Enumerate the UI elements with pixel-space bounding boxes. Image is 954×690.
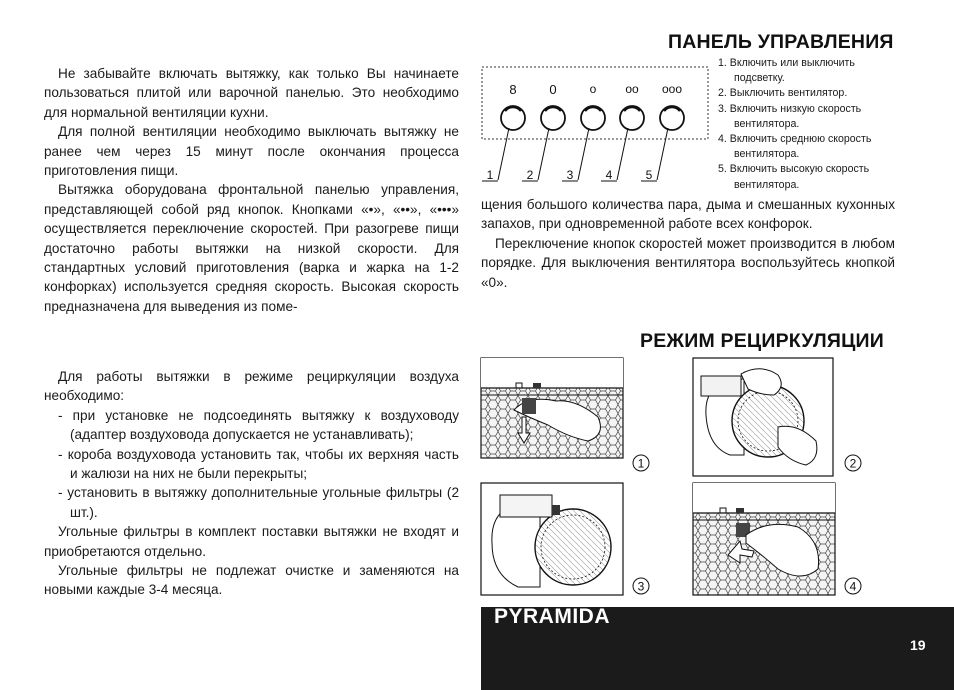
figure-number: 1: [637, 456, 645, 471]
legend-item: 2. Выключить вентилятор.: [718, 87, 848, 100]
list-item: - короба воздуховода установить так, чтобы их верхняя часть и жалюзи на них не были перекрыты;: [58, 446, 459, 482]
recirculation-text: [44, 367, 459, 600]
brand-logo: PYRAMIDA: [494, 605, 611, 628]
legend-item: 4. Включить среднюю скорость вентилятора.: [718, 133, 872, 161]
control-panel-text-continued: [481, 195, 895, 292]
paragraph: Для работы вытяжки в режиме рециркуляции воздуха необходимо:: [44, 369, 459, 404]
legend-item: 3. Включить низкую скорость вентилятора.: [718, 102, 862, 130]
illustration-step-4: [693, 483, 861, 595]
illustration-step-3: [481, 483, 649, 595]
button-number: 4: [605, 168, 613, 182]
illustration-step-2: [693, 358, 861, 476]
paragraph: Не забывайте включать вытяжку, как только Вы начинаете пользоваться плитой или варочной панелью. Это необходимо для нормальной вентиляции кухни.: [44, 66, 459, 120]
knob-2: [541, 106, 565, 130]
paragraph: Угольные фильтры не подлежат очистке и заменяются на новыми каждые 3-4 месяца.: [44, 563, 459, 598]
control-panel-diagram: [478, 62, 714, 186]
paragraph: Для полной вентиляции необходимо выключать вытяжку не ранее чем через 15 минут после окончания процесса приготовления пищи.: [44, 124, 459, 179]
knob-1: [501, 106, 525, 130]
paragraph: Переключение кнопок скоростей может производится в любом порядке. Для выключения вентилятора воспользуйтесь кнопкой «0».: [481, 235, 895, 290]
button-symbol: o: [589, 82, 597, 96]
list-item: - при установке не подсоединять вытяжку к воздуховоду (адаптер воздуховода допускается не устанавливать);: [58, 407, 460, 443]
button-number: 3: [566, 168, 574, 182]
recirculation-heading: РЕЖИМ РЕЦИРКУЛЯЦИИ: [640, 330, 884, 352]
knob-4: [620, 106, 644, 130]
button-number: 1: [486, 168, 494, 182]
illustrations: [478, 355, 878, 600]
legend-item: 1. Включить или выключить подсветку.: [718, 57, 855, 85]
requirements-list: [44, 406, 459, 522]
button-legend: [718, 56, 903, 193]
button-symbol: 8: [509, 82, 517, 97]
legend-item: 5. Включить высокую скорость вентилятора.: [718, 163, 870, 191]
knob-5: [660, 106, 684, 130]
figure-number: 2: [849, 456, 857, 471]
list-item: - установить в вытяжку дополнительные угольные фильтры (2 шт.).: [58, 485, 460, 520]
paragraph: щения большого количества пара, дыма и смешанных кухонных запахов, при одновременной работе всех конфорок.: [481, 197, 895, 232]
paragraph: Вытяжка оборудована фронтальной панелью управления, представляющей собой ряд кнопок. Кнопками «•», «••», «•••» осуществляется переключение скоростей. При разогреве пищи достаточно работы вытяжки на низкой скорости. Для стандартных условий приготовления (варка и жарка на 1-2 конфорках) используется средняя скорость. Высокая скорость предназначена для выведения из поме-: [44, 182, 459, 314]
paragraph: Угольные фильтры в комплект поставки вытяжки не входят и приобретаются отдельно.: [44, 524, 459, 559]
control-panel-heading: ПАНЕЛЬ УПРАВЛЕНИЯ: [668, 31, 894, 53]
figure-number: 3: [637, 579, 645, 594]
button-number: 2: [526, 168, 534, 182]
button-number: 5: [645, 168, 653, 182]
page-number: 19: [910, 637, 926, 653]
button-symbol: ooo: [661, 82, 683, 96]
button-symbol: 0: [549, 82, 557, 97]
figure-number: 4: [849, 579, 857, 594]
button-symbol: oo: [625, 82, 639, 96]
illustration-step-1: [481, 358, 649, 471]
knob-3: [581, 106, 605, 130]
control-panel-text: [44, 64, 459, 316]
